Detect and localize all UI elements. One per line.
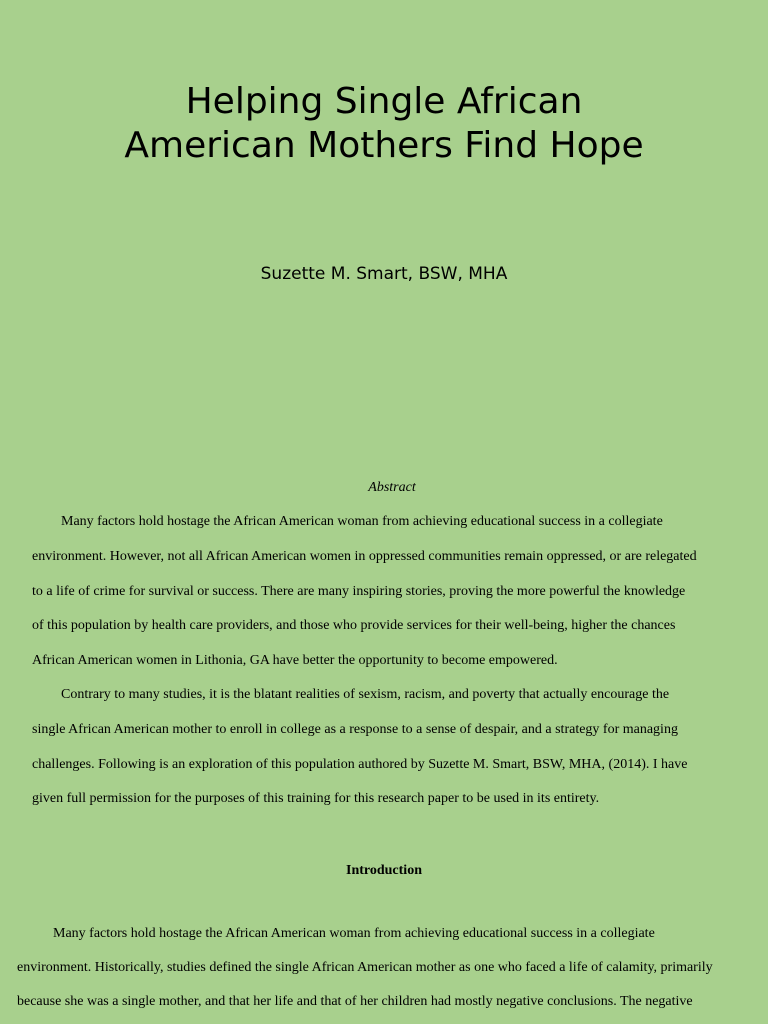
author-name: Suzette M. Smart, BSW, MHA (260, 264, 508, 284)
abstract-line: challenges. Following is an exploration of this population authored by Suzette M. Smart, BSW, MHA, (2014). I have (32, 757, 688, 772)
title-line-1: Helping Single African (185, 81, 583, 122)
abstract-line: African American women in Lithonia, GA have better the opportunity to become empowered. (32, 653, 558, 668)
abstract-line: Many factors hold hostage the African American woman from achieving educational success in a collegiate (61, 514, 663, 529)
abstract-line: single African American mother to enroll in college as a response to a sense of despair, and a strategy for managing (32, 722, 678, 737)
abstract-line: to a life of crime for survival or success. There are many inspiring stories, proving the more powerful the knowledge (32, 584, 686, 599)
abstract-line: given full permission for the purposes of this training for this research paper to be used in its entirety. (32, 791, 600, 806)
abstract-line: Contrary to many studies, it is the blatant realities of sexism, racism, and poverty that actually encourage the (61, 687, 670, 702)
introduction-line: Many factors hold hostage the African American woman from achieving educational success in a collegiate (53, 926, 655, 941)
abstract-line: of this population by health care providers, and those who provide services for their well-being, higher the chances (32, 618, 676, 633)
introduction-line: because she was a single mother, and that her life and that of her children had mostly negative conclusions. The negative (17, 994, 693, 1009)
title-line-2: American Mothers Find Hope (124, 125, 644, 166)
document-title (0, 80, 768, 168)
introduction-line: environment. Historically, studies defined the single African American mother as one who faced a life of calamity, primarily (17, 960, 713, 975)
introduction-heading: Introduction (346, 863, 422, 878)
abstract-line: environment. However, not all African American women in oppressed communities remain oppressed, or are relegated (32, 549, 697, 564)
abstract-heading: Abstract (368, 480, 416, 495)
